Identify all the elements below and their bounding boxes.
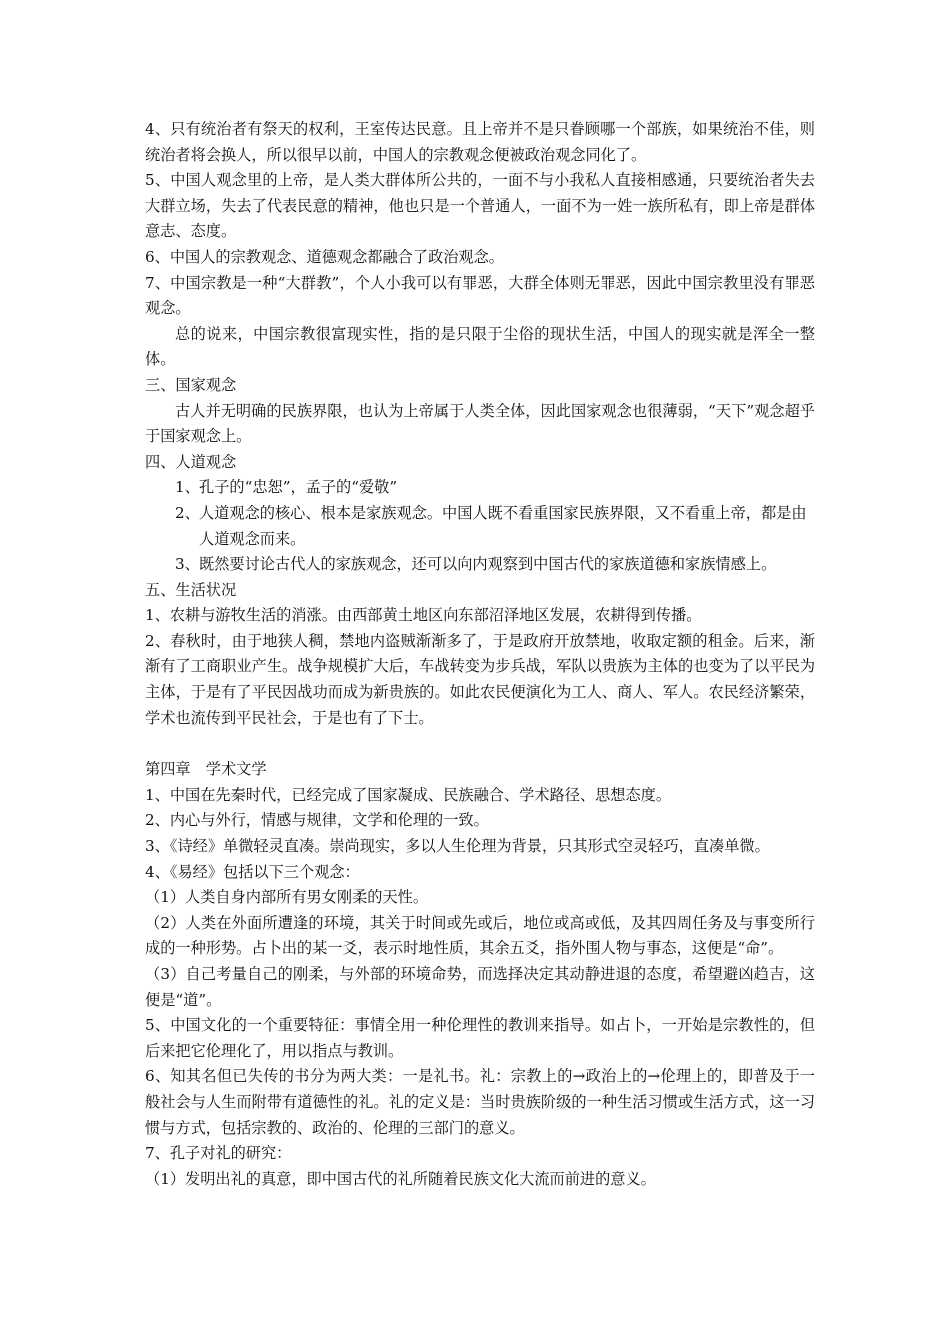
paragraph: 3、《诗经》单微轻灵直凑。崇尚现实，多以人生伦理为背景，只其形式空灵轻巧，直凑单微。 <box>145 837 770 856</box>
section-heading: 五、生活状况 <box>145 580 237 599</box>
paragraph: 1、农耕与游牧生活的消涨。由西部黄土地区向东部沼泽地区发展，农耕得到传播。 <box>145 606 702 625</box>
paragraph: （2）人类在外面所遭逢的环境，其关于时间或先或后，地位或高或低，及其四周任务及与事变所行成的一种形势。占卜出的某一爻，表示时地性质，其余五爻，指外围人物与事态，这便是“命”。 <box>145 913 815 958</box>
paragraph: 1、中国在先秦时代，已经完成了国家凝成、民族融合、学术路径、思想态度。 <box>145 785 672 804</box>
list-number: 3、 <box>175 555 200 574</box>
paragraph: 6、知其名但已失传的书分为两大类：一是礼书。礼：宗教上的→政治上的→伦理上的，即普及于一般社会与人生而附带有道德性的礼。礼的定义是：当时贵族阶级的一种生活习惯或生活方式，这一习惯与方式，包括宗教的、政治的、伦理的三部门的意义。 <box>145 1067 815 1137</box>
paragraph: 7、中国宗教是一种“大群教”，个人小我可以有罪恶，大群全体则无罪恶，因此中国宗教里没有罪恶观念。 <box>145 273 815 318</box>
paragraph: 5、中国文化的一个重要特征：事情全用一种伦理性的教训来指导。如占卜，一开始是宗教性的，但后来把它伦理化了，用以指点与教训。 <box>145 1016 815 1060</box>
paragraph: 总的说来，中国宗教很富现实性，指的是只限于尘俗的现状生活，中国人的现实就是浑全一整体。 <box>145 324 815 369</box>
list-item <box>175 501 815 552</box>
list-text: 孔子的“忠恕”，孟子的“爱敬” <box>199 478 398 497</box>
list-number: 1、 <box>175 478 200 497</box>
paragraph: 2、春秋时，由于地狭人稠，禁地内盗贼渐渐多了，于是政府开放禁地，收取定额的租金。后来，渐渐有了工商职业产生。战争规模扩大后，车战转变为步兵战，军队以贵族为主体的也变为了以平民为主体，于是有了平民因战功而成为新贵族的。如此农民便演化为工人、商人、军人。农民经济繁荣，学术也流传到平民社会，于是也有了下士。 <box>145 631 815 727</box>
list-text: 人道观念的核心、根本是家族观念。中国人既不看重国家民族界限，又不看重上帝，都是由人道观念而来。 <box>199 503 807 548</box>
paragraph: （1）人类自身内部所有男女刚柔的天性。 <box>145 888 429 907</box>
section-heading: 四、人道观念 <box>145 452 237 471</box>
paragraph: 7、孔子对礼的研究： <box>145 1144 292 1163</box>
paragraph: 5、中国人观念里的上帝，是人类大群体所公共的，一面不与小我私人直接相感通，只要统治者失去大群立场，失去了代表民意的精神，他也只是一个普通人，一面不为一姓一族所私有，即上帝是群体意志、态度。 <box>145 171 815 241</box>
list-text: 既然要讨论古代人的家族观念，还可以向内观察到中国古代的家族道德和家族情感上。 <box>199 555 777 574</box>
paragraph: （1）发明出礼的真意，即中国古代的礼所随着民族文化大流而前进的意义。 <box>145 1169 656 1188</box>
document-body <box>145 117 815 1192</box>
paragraph: 古人并无明确的民族界限，也认为上帝属于人类全体，因此国家观念也很薄弱，“天下”观念超乎于国家观念上。 <box>145 401 815 446</box>
paragraph: 4、只有统治者有祭天的权利，王室传达民意。且上帝并不是只眷顾哪一个部族，如果统治不佳，则统治者将会换人，所以很早以前，中国人的宗教观念便被政治观念同化了。 <box>145 120 815 164</box>
paragraph: 6、中国人的宗教观念、道德观念都融合了政治观念。 <box>145 247 504 266</box>
section-heading: 三、国家观念 <box>145 375 237 394</box>
list-item <box>175 552 815 578</box>
paragraph: 2、内心与外行，情感与规律，文学和伦理的一致。 <box>145 811 489 830</box>
paragraph: （3）自己考量自己的刚柔，与外部的环境命势，而选择决定其动静进退的态度，希望避凶趋吉，这便是“道”。 <box>145 965 815 1009</box>
spacer <box>145 731 815 757</box>
paragraph: 4、《易经》包括以下三个观念： <box>145 862 360 881</box>
chapter-heading: 第四章 学术文学 <box>145 760 267 779</box>
list-number: 2、 <box>175 503 200 522</box>
list-item <box>175 475 815 501</box>
